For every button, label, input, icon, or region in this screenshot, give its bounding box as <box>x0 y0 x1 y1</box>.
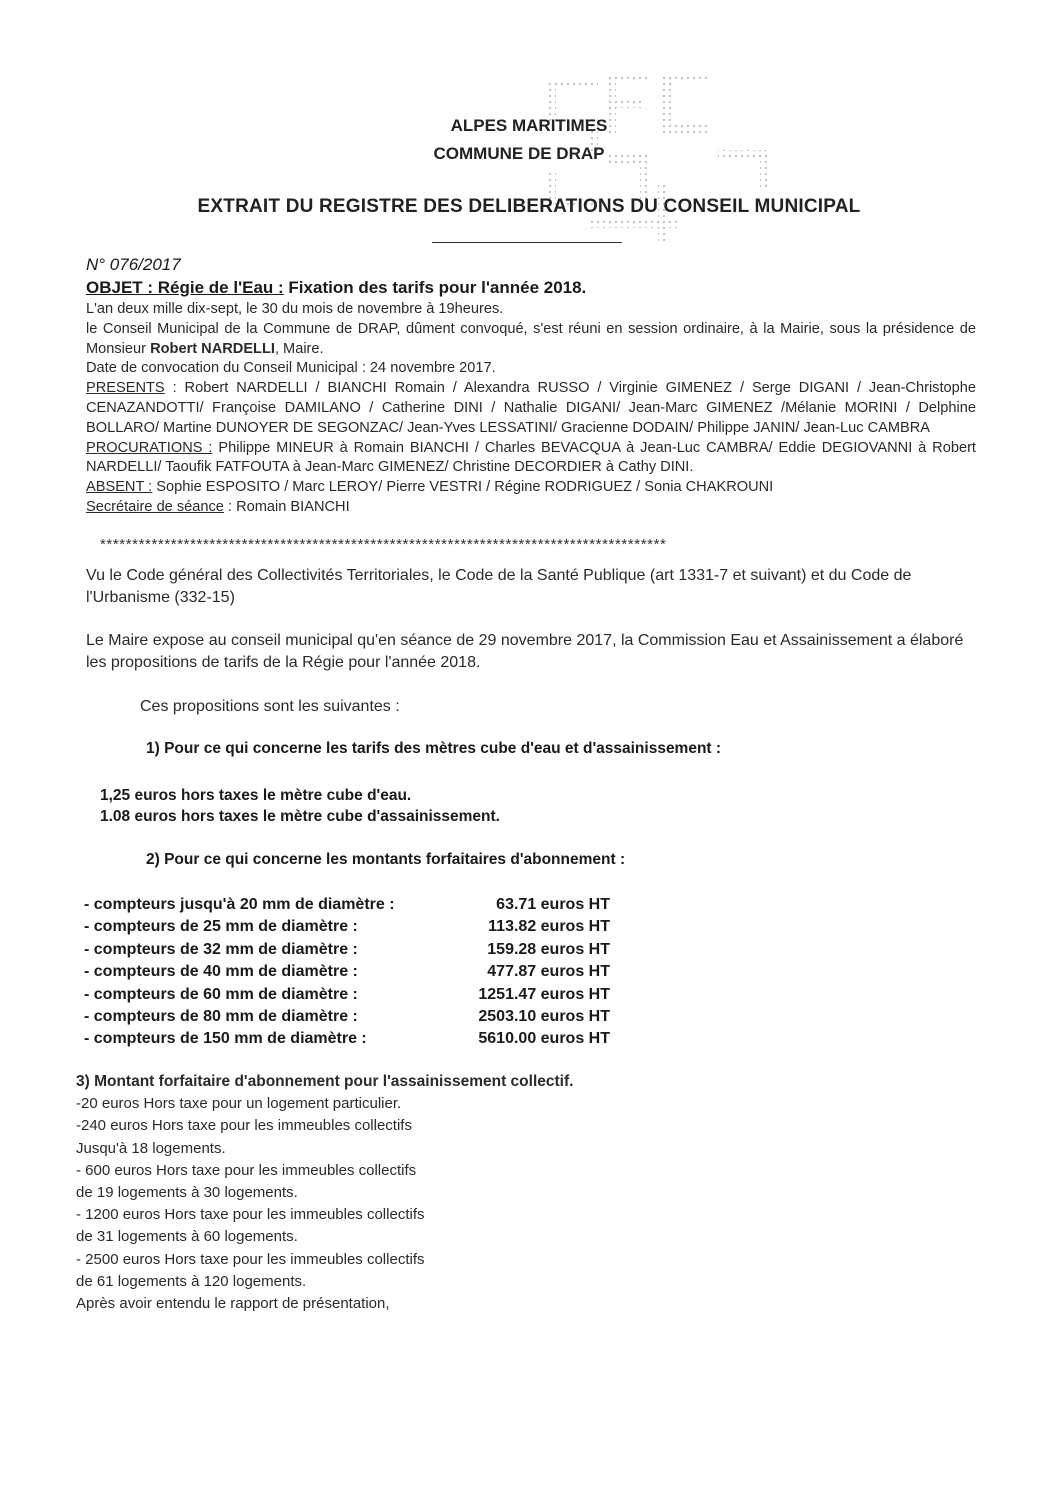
object-text: Fixation des tarifs pour l'année 2018. <box>283 278 587 297</box>
mayor-exposition: Le Maire expose au conseil municipal qu'en séance de 29 novembre 2017, la Commission Eau et Assainissement a élaboré les propositions de tarifs de la Régie pour l'année 2018. <box>86 632 964 671</box>
object-label: OBJET : Régie de l'Eau : <box>86 278 284 297</box>
register-title: EXTRAIT DU REGISTRE DES DELIBERATIONS DU CONSEIL MUNICIPAL <box>197 196 861 217</box>
list-item: - 600 euros Hors taxe pour les immeubles collectifs <box>76 1161 417 1179</box>
list-item: -20 euros Hors taxe pour un logement particulier. <box>76 1095 402 1113</box>
list-item: Jusqu'à 18 logements. <box>76 1139 226 1157</box>
table-row: - compteurs de 25 mm de diamètre : 113.82 euros HT <box>84 918 610 936</box>
procurations-list: PROCURATIONS : Philippe MINEUR à Romain BIANCHI / Charles BEVACQUA à Jean-Luc CAMBRA/ Eddie DEGIOVANNI à Robert NARDELLI/ Taoufik FATFOUTA à Jean-Marc GIMENEZ/ Christine DECORDIER à Cathy DINI. <box>86 439 976 476</box>
secretary-line: Secrétaire de séance : Romain BIANCHI <box>86 498 350 515</box>
sanitation-rate: 1.08 euros hors taxes le mètre cube d'assainissement. <box>100 808 500 825</box>
table-row: - compteurs jusqu'à 20 mm de diamètre : 63.71 euros HT <box>84 896 610 913</box>
section1-title: 1) Pour ce qui concerne les tarifs des mètres cube d'eau et d'assainissement : <box>146 740 722 757</box>
closing-line: Après avoir entendu le rapport de présentation, <box>76 1295 390 1313</box>
table-row: - compteurs de 40 mm de diamètre : 477.87 euros HT <box>84 963 610 981</box>
table-row: - compteurs de 80 mm de diamètre : 2503.10 euros HT <box>84 1008 610 1026</box>
dotted-stamp-watermark <box>548 70 788 260</box>
legal-basis: Vu le Code général des Collectivités Territoriales, le Code de la Santé Publique (art 1331-7 et suivant) et du Code de l'Urbanisme (332-15) <box>86 567 912 606</box>
president-name: Robert NARDELLI <box>150 340 275 357</box>
session-details <box>86 300 976 518</box>
star-separator: **************************************************************************************** <box>100 536 667 553</box>
table-row: - compteurs de 150 mm de diamètre : 5610.00 euros HT <box>84 1030 610 1048</box>
table-row: - compteurs de 32 mm de diamètre : 159.28 euros HT <box>84 940 610 958</box>
title-divider <box>432 242 622 243</box>
deliberation-number: N° 076/2017 <box>86 255 181 274</box>
list-item: -240 euros Hors taxe pour les immeubles collectifs <box>76 1117 412 1135</box>
list-item: - 2500 euros Hors taxe pour les immeubles collectifs <box>76 1250 425 1268</box>
presents-list: PRESENTS : Robert NARDELLI / BIANCHI Romain / Alexandra RUSSO / Virginie GIMENEZ / Serge DIGANI / Jean-Christophe CENAZANDOTTI/ Françoise DAMILANO / Catherine DINI / Nathalie DIGANI/ Jean-Marc GIMENEZ /Mélanie MORINI / Delphine BOLLARO/ Martine DUNOYER DE SEGONZAC/ Jean-Yves LESSATINI/ Gracienne DODAIN/ Philippe JANIN/ Jean-Luc CAMBRA <box>86 380 976 436</box>
convocation-date: Date de convocation du Conseil Municipal : 24 novembre 2017. <box>86 360 496 377</box>
meter-tariff-table <box>84 894 610 1051</box>
section3-sanitation-subscription <box>76 1071 573 1315</box>
proposals-intro: Ces propositions sont les suivantes : <box>140 698 400 715</box>
department-heading: ALPES MARITIMES <box>450 116 608 135</box>
commune-heading: COMMUNE DE DRAP <box>433 144 605 163</box>
list-item: - 1200 euros Hors taxe pour les immeubles collectifs <box>76 1206 425 1224</box>
list-item: de 31 logements à 60 logements. <box>76 1228 298 1246</box>
section3-title: 3) Montant forfaitaire d'abonnement pour l'assainissement collectif. <box>76 1073 574 1090</box>
water-rate: 1,25 euros hors taxes le mètre cube d'eau. <box>100 787 412 804</box>
list-item: de 61 logements à 120 logements. <box>76 1272 307 1290</box>
session-date: L'an deux mille dix-sept, le 30 du mois de novembre à 19heures. <box>86 301 504 317</box>
session-convocation: le Conseil Municipal de la Commune de DRAP, dûment convoqué, s'est réuni en session ordinaire, à la Mairie, sous la présidence de Monsieur Robert NARDELLI, Maire. <box>86 320 976 357</box>
absent-list: ABSENT : Sophie ESPOSITO / Marc LEROY/ Pierre VESTRI / Régine RODRIGUEZ / Sonia CHAKROUNI <box>86 479 774 496</box>
table-row: - compteurs de 60 mm de diamètre : 1251.47 euros HT <box>84 985 610 1003</box>
section2-title: 2) Pour ce qui concerne les montants forfaitaires d'abonnement : <box>146 851 626 868</box>
list-item: de 19 logements à 30 logements. <box>76 1184 298 1202</box>
object-line <box>86 278 586 298</box>
